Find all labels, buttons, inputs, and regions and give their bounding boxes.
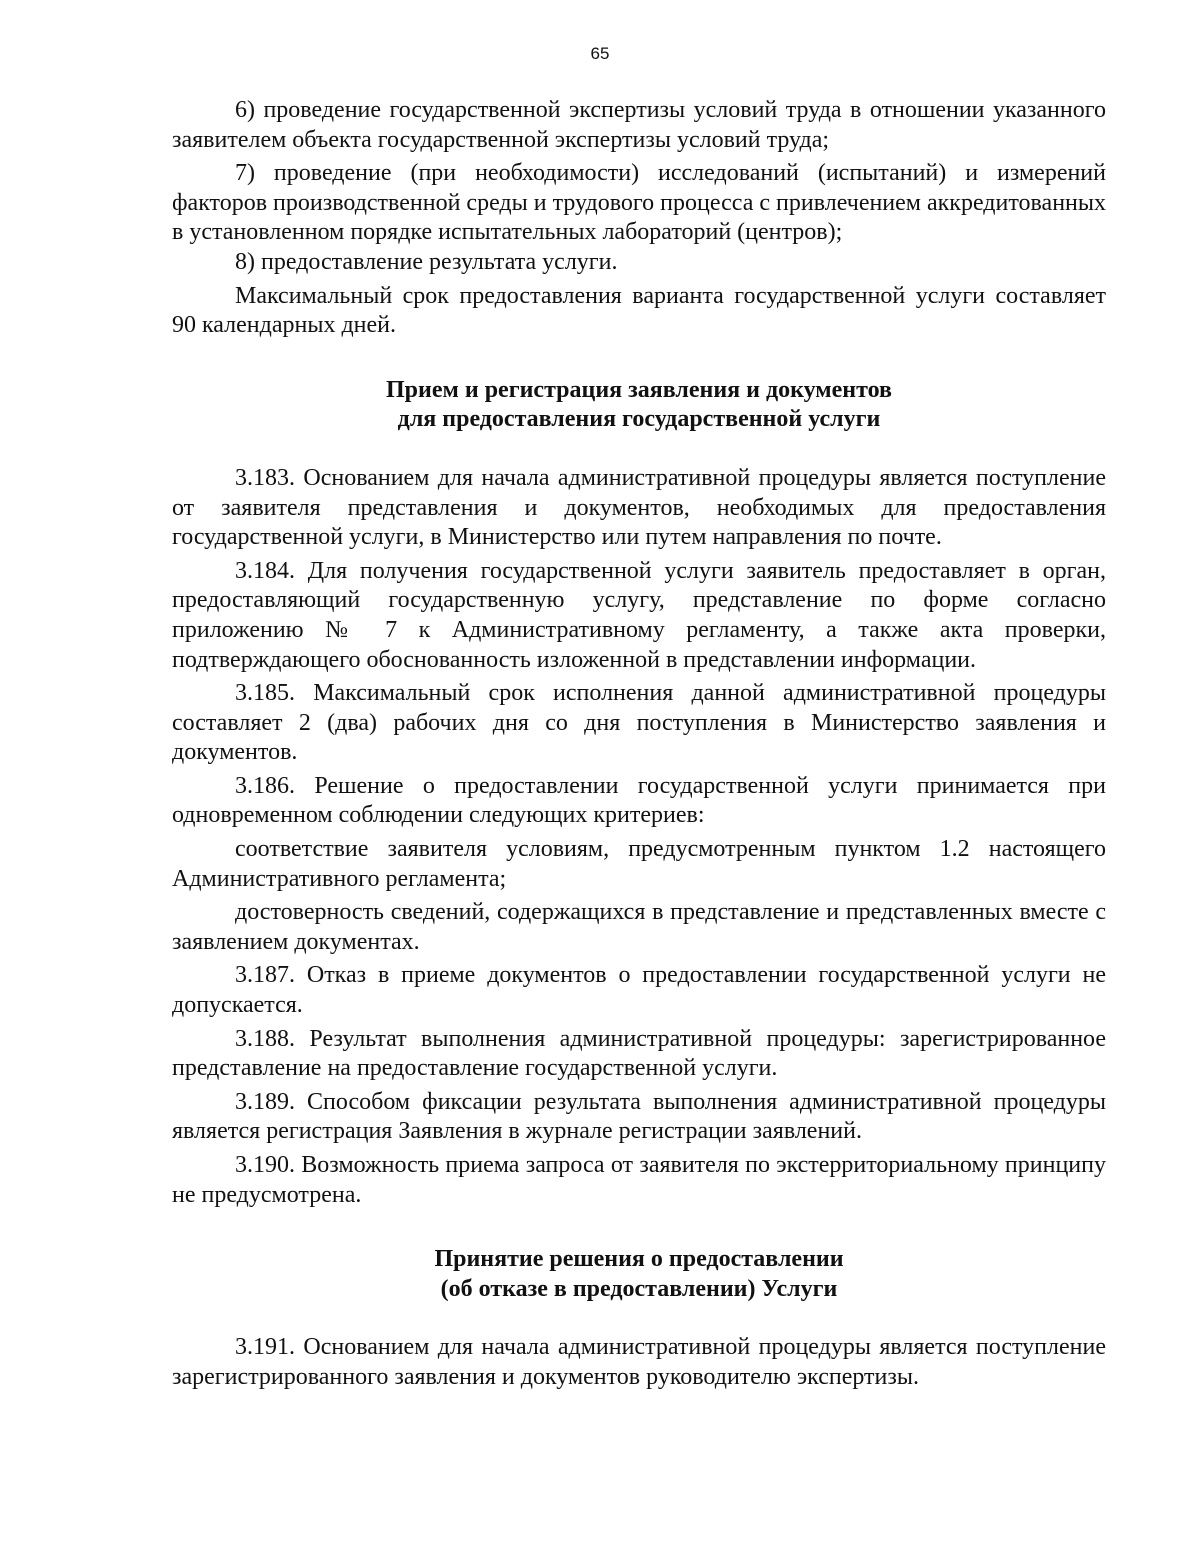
- list-item-7: 7) проведение (при необходимости) исследований (испытаний) и измерений факторов производственной среды и трудового процесса с привлечением аккредитованных в установленном порядке испытательных лабораторий (центров);: [172, 160, 1107, 246]
- list-item-8: 8) предоставление результата услуги.: [235, 248, 618, 275]
- criterion-reliability: достоверность сведений, содержащихся в представление и представленных вместе с заявлением документах.: [172, 899, 1106, 955]
- section-heading-decision: [172, 1245, 1106, 1304]
- clause-3-188: 3.188. Результат выполнения административной процедуры: зарегистрированное представление на предоставление государственной услуги.: [172, 1025, 1106, 1082]
- clause-3-187: 3.187. Отказ в приеме документов о предоставлении государственной услуги не допускается.: [172, 962, 1106, 1019]
- section-heading-line: Принятие решения о предоставлении: [434, 1246, 844, 1273]
- clause-3-184: 3.184. Для получения государственной услуги заявитель предоставляет в орган, предоставляющий государственную услугу, представление по форме согласно приложению № 7 к Административному регламенту, а также акта проверки, подтверждающего обоснованность изложенной в представлении информации.: [172, 557, 1106, 673]
- section-heading-reception: [172, 376, 1106, 435]
- section-heading-line: (об отказе в предоставлении) Услуги: [440, 1275, 838, 1302]
- page-number: 65: [590, 44, 610, 63]
- criterion-compliance: соответствие заявителя условиям, предусмотренным пунктом 1.2 настоящего Административного регламента;: [172, 836, 1106, 892]
- section-heading-line: Прием и регистрация заявления и документов: [386, 376, 892, 403]
- clause-3-185: 3.185. Максимальный срок исполнения данной административной процедуры составляет 2 (два) рабочих дня со дня поступления в Министерство заявления и документов.: [172, 680, 1106, 766]
- clause-3-191: 3.191. Основанием для начала административной процедуры является поступление зарегистрированного заявления и документов руководителю экспертизы.: [172, 1334, 1106, 1390]
- clause-3-183: 3.183. Основанием для начала административной процедуры является поступление от заявителя представления и документов, необходимых для предоставления государственной услуги, в Министерство или путем направления по почте.: [172, 464, 1106, 551]
- clause-3-190: 3.190. Возможность приема запроса от заявителя по экстерриториальному принципу не предусмотрена.: [172, 1152, 1106, 1208]
- clause-3-186: 3.186. Решение о предоставлении государственной услуги принимается при одновременном соблюдении следующих критериев:: [172, 772, 1106, 829]
- clause-3-189: 3.189. Способом фиксации результата выполнения административной процедуры является регистрация Заявления в журнале регистрации заявлений.: [172, 1088, 1106, 1145]
- max-term-paragraph: Максимальный срок предоставления варианта государственной услуги составляет 90 календарных дней.: [172, 282, 1106, 339]
- list-item-6: 6) проведение государственной экспертизы условий труда в отношении указанного заявителем объекта государственной экспертизы условий труда;: [172, 97, 1106, 153]
- section-heading-line: для предоставления государственной услуги: [397, 406, 881, 433]
- document-body: [172, 96, 1106, 1393]
